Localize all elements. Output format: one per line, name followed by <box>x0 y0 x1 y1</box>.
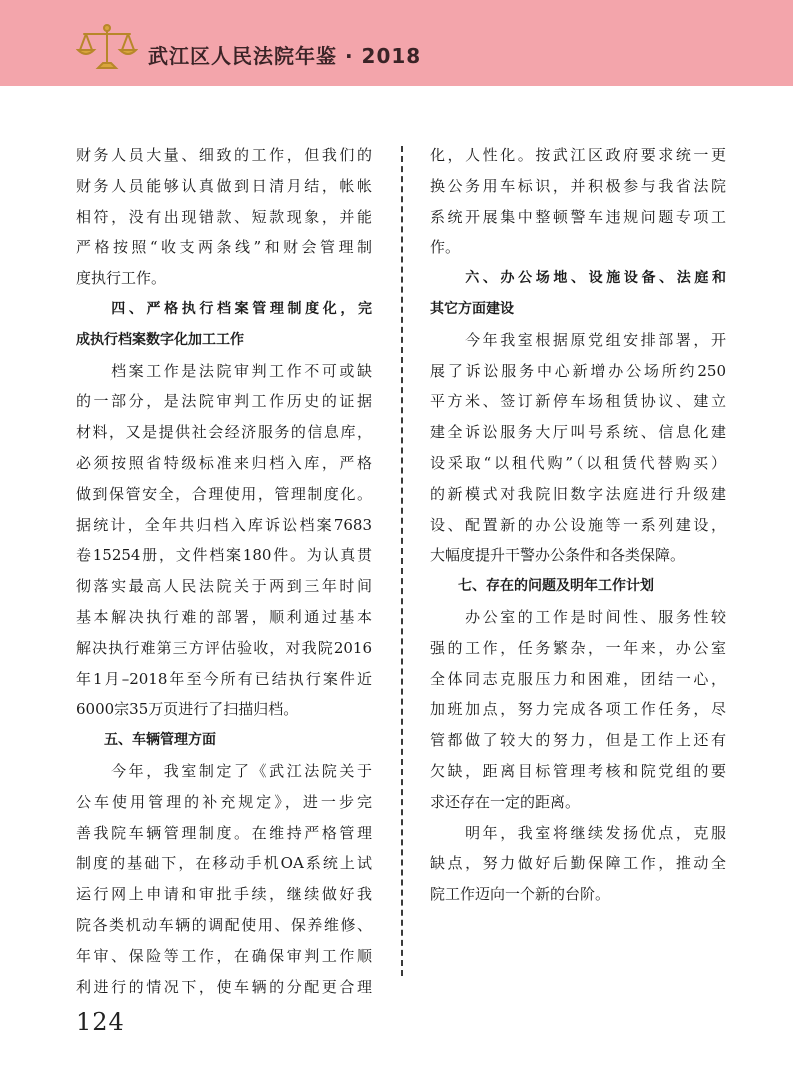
text-line: 欠缺，距离目标管理考核和院党组的要 <box>430 761 726 780</box>
text-line: 彻落实最高人民法院关于两到三年时间 <box>76 577 372 596</box>
text-line: 财务人员大量、细致的工作，但我们的 <box>76 146 372 164</box>
text-line: 财务人员能够认真做到日清月结，帐帐 <box>76 176 372 195</box>
text-line: 院各类机动车辆的调配使用、保养维修、 <box>76 915 372 934</box>
text-line: 相符，没有出现错款、短款现象，并能 <box>76 207 372 226</box>
text-line: 求还存在一定的距离。 <box>430 792 581 811</box>
text-line: 运行网上申请和审批手续，继续做好我 <box>76 885 372 904</box>
text-line: 设、配置新的办公设施等一系列建设， <box>430 515 726 534</box>
text-line: 6000宗35万页进行了扫描归档。 <box>76 700 299 719</box>
section-heading-line: 成执行档案数字化加工工作 <box>76 331 244 348</box>
text-line: 制度的基础下，在移动手机OA系统上试 <box>76 854 372 873</box>
text-line: 院工作迈向一个新的台阶。 <box>430 885 611 904</box>
text-line: 设采取“以租代购”（以租赁代替购买） <box>430 453 726 472</box>
section-heading-line: 七、存在的问题及明年工作计划 <box>430 578 654 595</box>
page-header <box>0 0 793 86</box>
text-line: 严格按照“收支两条线”和财会管理制 <box>76 238 372 257</box>
right-text-column <box>430 140 726 910</box>
text-line: 管都做了较大的努力，但是工作上还有 <box>430 731 726 750</box>
text-line: 换公务用车标识，并积极参与我省法院 <box>430 176 726 195</box>
text-line: 办公室的工作是时间性、服务性较 <box>430 607 726 626</box>
text-line: 必须按照省特级标准来归档入库，严格 <box>76 453 372 472</box>
header-title: 武江区人民法院年鉴 · 2018 <box>148 44 422 68</box>
text-line: 度执行工作。 <box>76 269 167 288</box>
text-line: 善我院车辆管理制度。在维持严格管理 <box>76 823 372 842</box>
text-line: 卷15254册，文件档案180件。为认真贯 <box>76 546 372 565</box>
text-line: 公车使用管理的补充规定》，进一步完 <box>76 792 372 811</box>
scales-of-justice-icon <box>76 22 138 72</box>
text-line: 平方米、签订新停车场租赁协议、建立 <box>430 392 726 411</box>
text-line: 缺点，努力做好后勤保障工作，推动全 <box>430 854 726 873</box>
text-line: 展了诉讼服务中心新增办公场所约250 <box>430 361 726 380</box>
text-line: 基本解决执行难的部署，顺利通过基本 <box>76 607 372 626</box>
text-line: 的一部分，是法院审判工作历史的证据 <box>76 392 372 411</box>
text-line: 全体同志克服压力和困难，团结一心， <box>430 669 726 688</box>
text-line: 大幅度提升干警办公条件和各类保障。 <box>430 546 686 565</box>
page-number: 124 <box>76 1008 125 1036</box>
text-line: 利进行的情况下，使车辆的分配更合理 <box>76 977 372 996</box>
text-line: 解决执行难第三方评估验收，对我院2016 <box>76 638 372 657</box>
text-line: 年1月–2018年至今所有已结执行案件近 <box>76 669 372 688</box>
section-heading-line: 其它方面建设 <box>430 300 514 317</box>
text-line: 今年我室根据原党组安排部署，开 <box>430 330 726 349</box>
text-line: 材料，又是提供社会经济服务的信息库， <box>76 423 372 442</box>
text-line: 系统开展集中整顿警车违规问题专项工 <box>430 207 726 226</box>
text-line: 强的工作，任务繁杂，一年来，办公室 <box>430 638 726 657</box>
text-line: 化，人性化。按武江区政府要求统一更 <box>430 146 726 164</box>
text-line: 明年，我室将继续发扬优点，克服 <box>430 823 726 842</box>
column-divider <box>401 146 403 976</box>
text-line: 据统计，全年共归档入库诉讼档案7683 <box>76 515 372 534</box>
left-text-column <box>76 140 372 1002</box>
text-line: 今年，我室制定了《武江法院关于 <box>76 761 372 780</box>
text-line: 档案工作是法院审判工作不可或缺 <box>76 361 372 380</box>
text-line: 做到保管安全，合理使用，管理制度化。 <box>76 484 372 503</box>
text-line: 年审、保险等工作，在确保审判工作顺 <box>76 946 372 965</box>
section-heading-line: 五、车辆管理方面 <box>76 732 216 749</box>
text-line: 加班加点，努力完成各项工作任务，尽 <box>430 700 726 719</box>
text-line: 建全诉讼服务大厅叫号系统、信息化建 <box>430 423 726 442</box>
section-heading-line: 四、严格执行档案管理制度化，完 <box>76 300 372 317</box>
text-line: 的新模式对我院旧数字法庭进行升级建 <box>430 484 726 503</box>
text-line: 作。 <box>430 238 461 257</box>
section-heading-line: 六、办公场地、设施设备、法庭和 <box>430 270 726 287</box>
